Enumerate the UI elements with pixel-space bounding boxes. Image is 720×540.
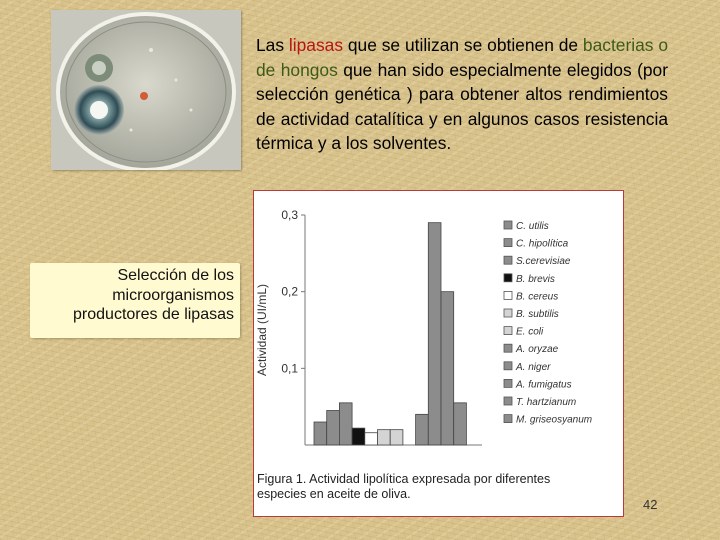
bar-4 bbox=[365, 433, 378, 445]
intro-text-1: Las bbox=[256, 35, 289, 55]
page-number: 42 bbox=[643, 497, 658, 512]
bar-2 bbox=[339, 403, 352, 445]
petri-dish-photo bbox=[51, 10, 241, 170]
legend-swatch-4 bbox=[504, 291, 512, 299]
y-tick-label-1: 0,2 bbox=[281, 284, 298, 299]
selection-caption-box: Selección de los microorganismos productores de lipasas bbox=[30, 263, 240, 338]
lipolytic-activity-figure bbox=[253, 190, 624, 517]
legend-label-10: T. hartzianum bbox=[516, 397, 577, 408]
legend-label-2: S.cerevisiae bbox=[516, 256, 571, 268]
y-tick-label-2: 0,3 bbox=[281, 208, 298, 222]
legend-label-11: M. griseosyanum bbox=[516, 414, 593, 426]
legend-swatch-11 bbox=[504, 415, 512, 423]
intro-highlight-lipasas: lipasas bbox=[288, 35, 344, 55]
legend-label-9: A. fumigatus bbox=[516, 379, 572, 391]
bar-11 bbox=[454, 403, 467, 445]
bar-9 bbox=[428, 223, 441, 445]
legend-swatch-3 bbox=[504, 274, 512, 282]
legend-label-3: B. brevis bbox=[516, 273, 555, 285]
bar-10 bbox=[441, 292, 454, 445]
petri-dish-image bbox=[51, 10, 241, 170]
y-axis-label: Actividad (UI/mL) bbox=[255, 283, 269, 377]
legend-swatch-8 bbox=[504, 362, 512, 370]
legend-label-1: C. hipolítica bbox=[516, 238, 569, 250]
bar-chart bbox=[254, 191, 623, 471]
legend-swatch-9 bbox=[504, 379, 512, 387]
intro-text-3: que han sido especialmente elegidos (por selección genética ) para obtener altos rendimientos de actividad catalítica y en algunos casos resistencia térmica y a los solventes. bbox=[256, 59, 668, 153]
legend-swatch-10 bbox=[504, 397, 512, 405]
y-tick-label-0: 0,1 bbox=[281, 361, 298, 376]
bar-6 bbox=[390, 430, 403, 445]
legend-label-8: A. niger bbox=[516, 361, 551, 373]
legend-swatch-7 bbox=[504, 344, 512, 352]
legend-swatch-0 bbox=[504, 221, 512, 229]
intro-text-2: que se utilizan se obtienen de bbox=[343, 35, 583, 55]
legend-swatch-2 bbox=[504, 256, 512, 264]
legend-label-4: B. cereus bbox=[516, 291, 559, 303]
legend-swatch-1 bbox=[504, 239, 512, 247]
intro-paragraph bbox=[256, 33, 668, 156]
legend-label-5: B. subtilis bbox=[516, 309, 559, 320]
legend-swatch-6 bbox=[504, 327, 512, 335]
bar-8 bbox=[416, 414, 429, 445]
legend-label-7: A. oryzae bbox=[516, 344, 559, 356]
intro-highlight-bacterias: bacterias o de hongos bbox=[256, 35, 668, 80]
legend-label-0: C. utilis bbox=[516, 221, 549, 232]
legend-swatch-5 bbox=[504, 309, 512, 317]
legend-label-6: E. coli bbox=[516, 326, 544, 338]
bar-1 bbox=[327, 411, 340, 446]
figure-caption: Figura 1. Actividad lipolítica expresada por diferentes especies en aceite de oliva. bbox=[257, 472, 551, 501]
bar-0 bbox=[314, 422, 327, 445]
bar-3 bbox=[352, 428, 365, 445]
bar-5 bbox=[378, 430, 391, 445]
